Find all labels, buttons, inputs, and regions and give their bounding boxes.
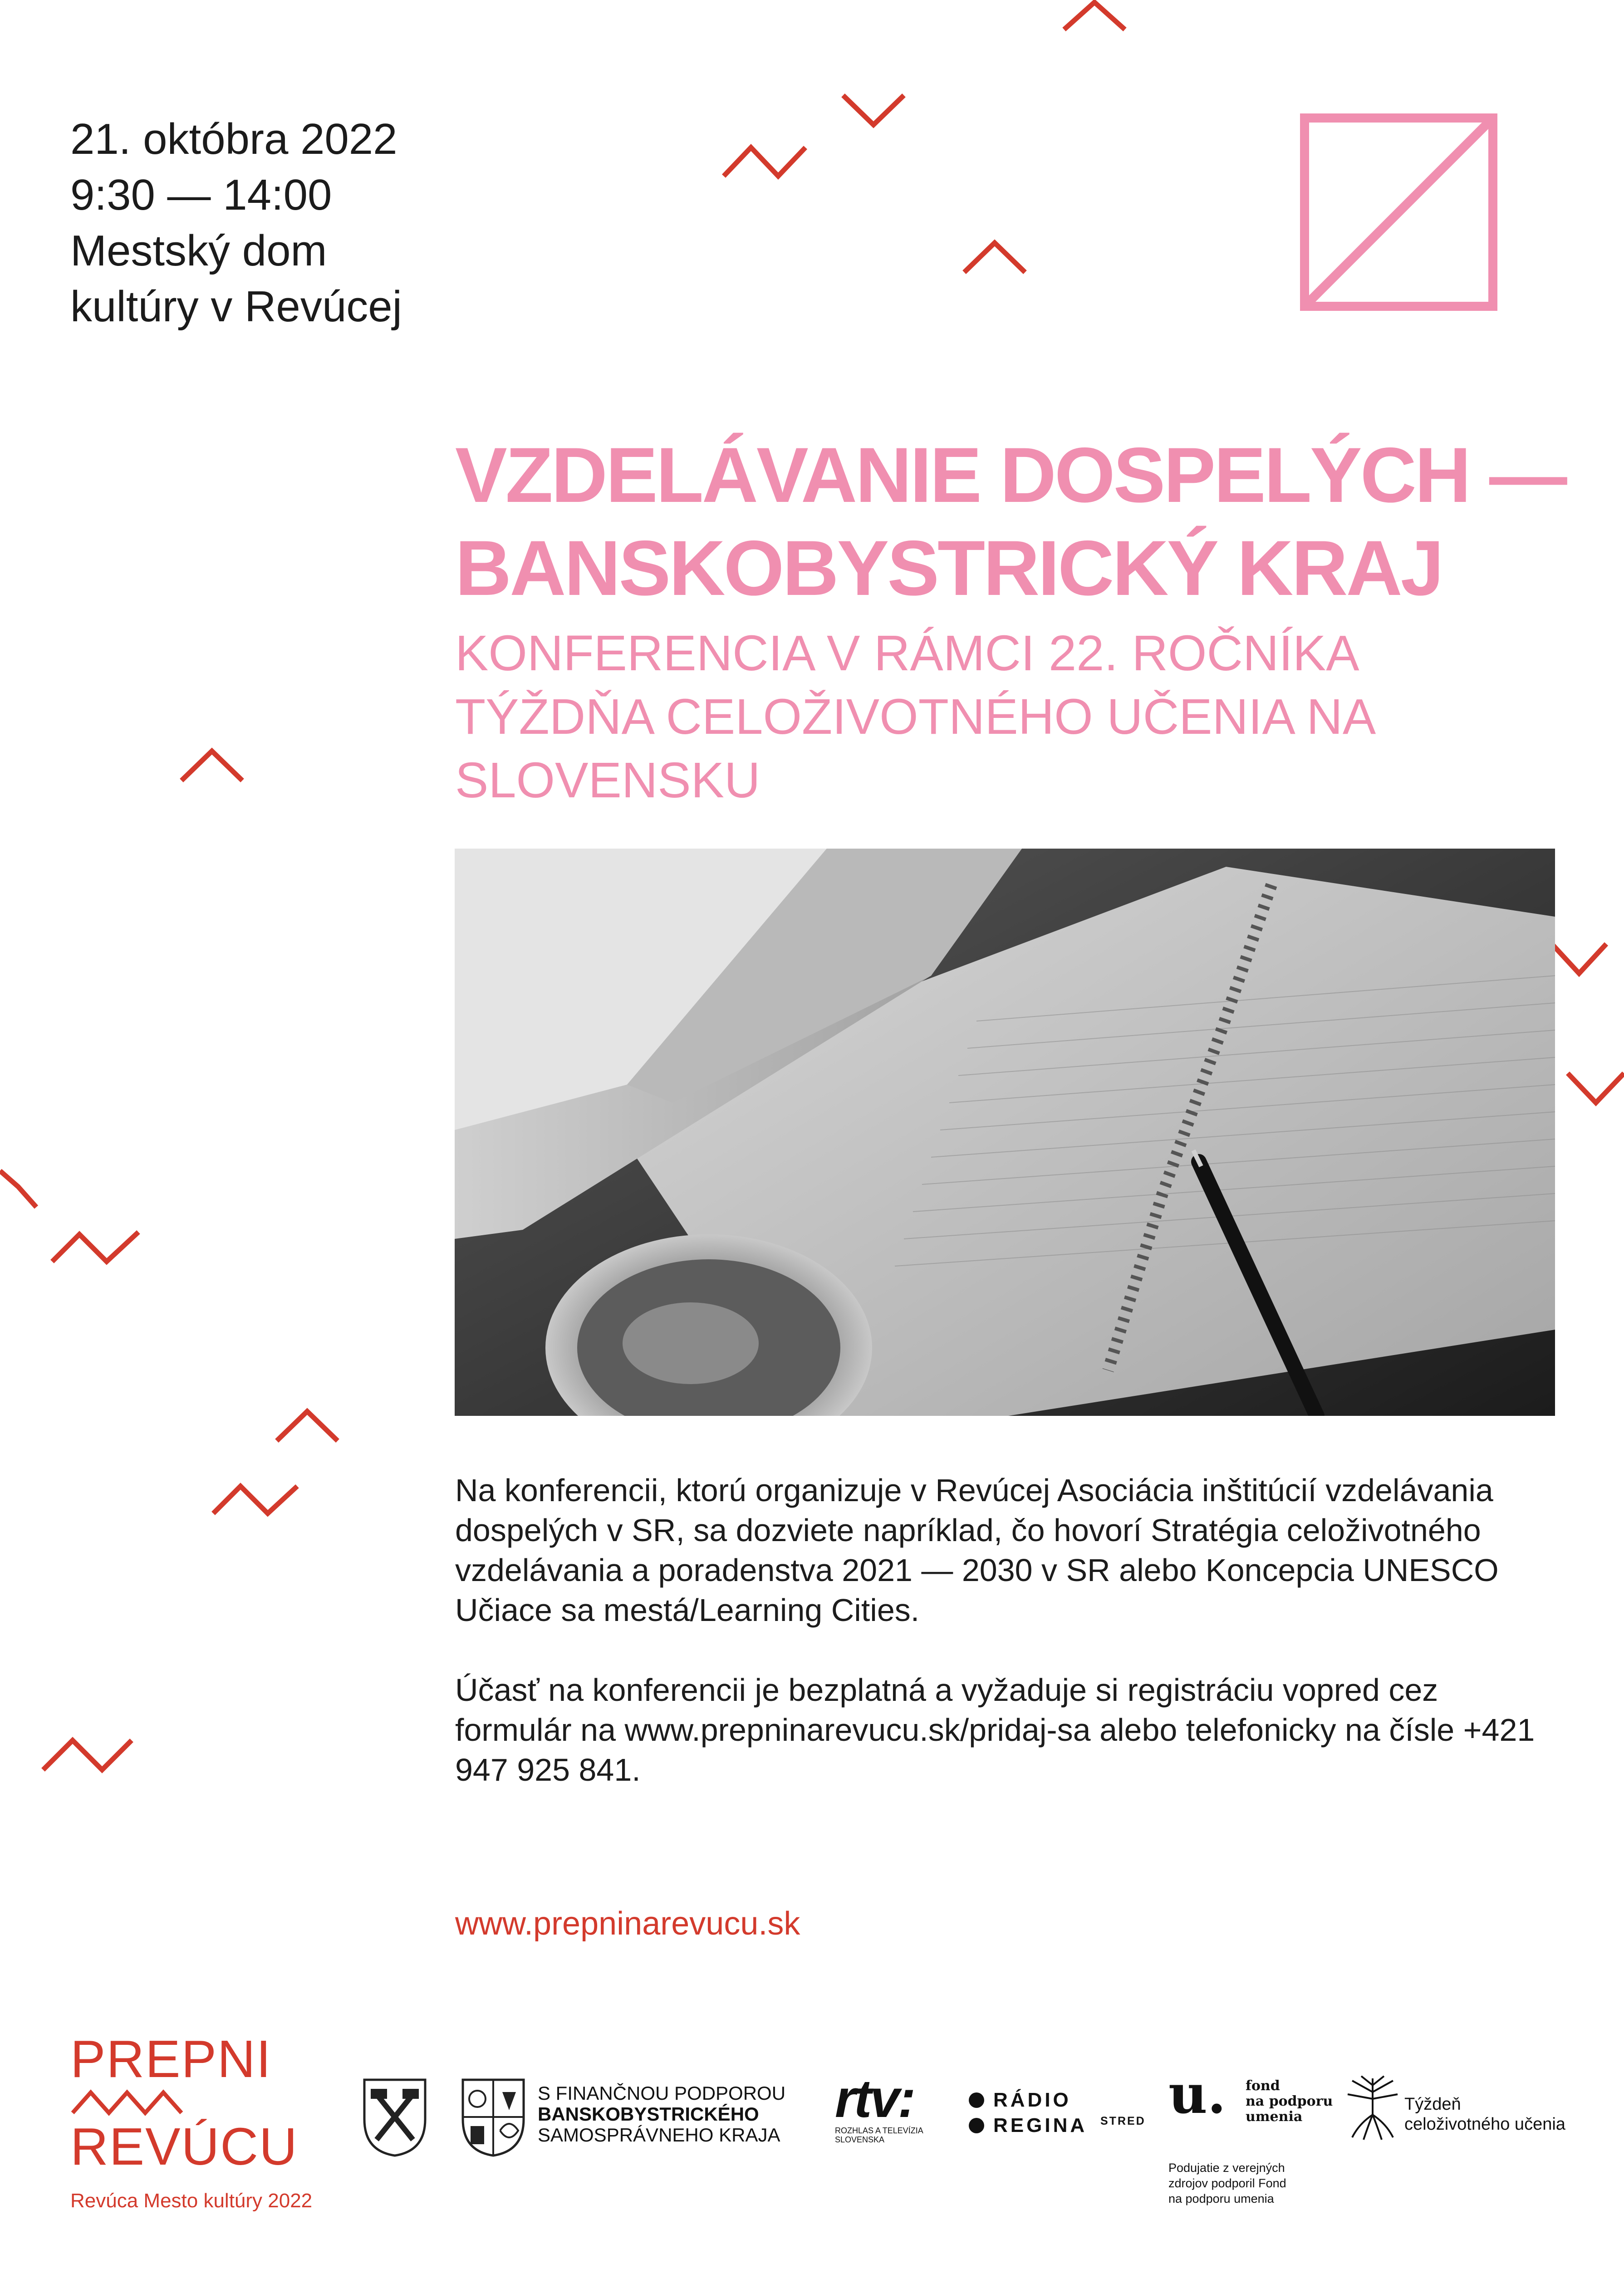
radio-regina-logo (969, 2087, 1087, 2138)
fpu-note2: zdrojov podporil Fond (1168, 2176, 1286, 2190)
bbsk-support-text (538, 2083, 785, 2146)
event-venue-line2: kultúry v Revúcej (70, 282, 402, 331)
chevron-up-decoration (964, 243, 1025, 272)
title-line1: VZDELÁVANIE DOSPELÝCH — (455, 432, 1565, 519)
tcu-line1: Týždeň (1404, 2095, 1461, 2114)
rtvs-logo (835, 2069, 923, 2144)
fpu-note3: na podporu umenia (1168, 2192, 1274, 2205)
chevron-down-decoration (0, 1171, 36, 1207)
rtvs-wordmark: rtv: (835, 2069, 914, 2129)
brand-zigzag-icon (70, 2086, 188, 2117)
fpu-note1: Podujatie z verejných (1168, 2161, 1285, 2175)
brand-tagline: Revúca Mesto kultúry 2022 (70, 2190, 313, 2212)
chevron-up-decoration (182, 751, 242, 781)
fpu-line1: fond (1246, 2078, 1280, 2094)
event-time: 9:30 — 14:00 (70, 171, 332, 219)
bbsk-coat-of-arms-icon (459, 2076, 527, 2158)
radio-stred: STRED (1100, 2115, 1146, 2127)
bbsk-line3: SAMOSPRÁVNEHO KRAJA (538, 2124, 780, 2146)
fpu-name (1246, 2078, 1333, 2125)
square-slash-logo (1300, 113, 1497, 311)
zigzag-decoration (724, 147, 805, 176)
revuca-coat-of-arms-icon (361, 2076, 429, 2158)
chevron-up-decoration (277, 1411, 338, 1441)
fpu-line3: umenia (1246, 2109, 1303, 2125)
page-subtitle: KONFERENCIA V RÁMCI 22. ROČNÍKA TÝŽDŇA CELOŽIVOTNÉHO UČENIA NA SLOVENSKU (455, 625, 1374, 808)
rtvs-subtitle1: ROZHLAS A TELEVÍZIA (835, 2126, 923, 2135)
bbsk-line2: BANSKOBYSTRICKÉHO (538, 2103, 759, 2125)
fpu-logo: u. (1168, 2063, 1226, 2126)
chevron-up-decoration (1064, 2, 1125, 29)
brand-line2: REVÚCU (70, 2117, 298, 2176)
fpu-line2: na podporu (1246, 2093, 1333, 2109)
radio-dot-icon (969, 2118, 984, 2133)
rtvs-subtitle2: SLOVENSKA (835, 2135, 885, 2144)
bbsk-line1: S FINANČNOU PODPOROU (538, 2082, 786, 2104)
zigzag-decoration (43, 1740, 132, 1770)
radio-line1: RÁDIO (993, 2089, 1071, 2111)
zigzag-decoration (213, 1486, 297, 1513)
prepni-revucu-logo (70, 2029, 313, 2212)
fpu-note (1168, 2160, 1286, 2206)
body-text (455, 1470, 1553, 1830)
zigzag-decoration (52, 1232, 138, 1262)
page-title (455, 429, 1565, 615)
event-venue-line1: Mestský dom (70, 226, 327, 275)
notebook-photo (455, 849, 1555, 1416)
tree-icon (1343, 2074, 1402, 2142)
event-date: 21. októbra 2022 (70, 115, 397, 163)
paragraph-intro: Na konferencii, ktorú organizuje v Revúcej Asociácia inštitúcií vzdelávania dospelých v SR, sa dozviete napríklad, čo hovorí Stratégia celoživotného vzdelávania a poradenstva 2021 — 2030 v SR alebo Koncepcia UNESCO Učiace sa mestá/Learning Cities. (455, 1473, 1499, 1628)
paragraph-registration: Účasť na konferencii je bezplatná a vyžaduje si registráciu vopred cez formulár na www.prepninarevucu.sk/pridaj-sa alebo telefonicky na čísle +421 947 925 841. (455, 1672, 1535, 1788)
title-line2: BANSKOBYSTRICKÝ KRAJ (455, 525, 1442, 612)
radio-dot-icon (969, 2092, 984, 2108)
event-info (70, 111, 402, 334)
website-link[interactable]: www.prepninarevucu.sk (455, 1906, 800, 1942)
tcu-text (1404, 2094, 1565, 2134)
brand-line1: PREPNI (70, 2029, 272, 2088)
radio-line2: REGINA (993, 2114, 1088, 2136)
chevron-down-decoration (843, 95, 904, 125)
chevron-down-decoration (1568, 1073, 1624, 1103)
tcu-line2: celoživotného učenia (1404, 2115, 1565, 2134)
